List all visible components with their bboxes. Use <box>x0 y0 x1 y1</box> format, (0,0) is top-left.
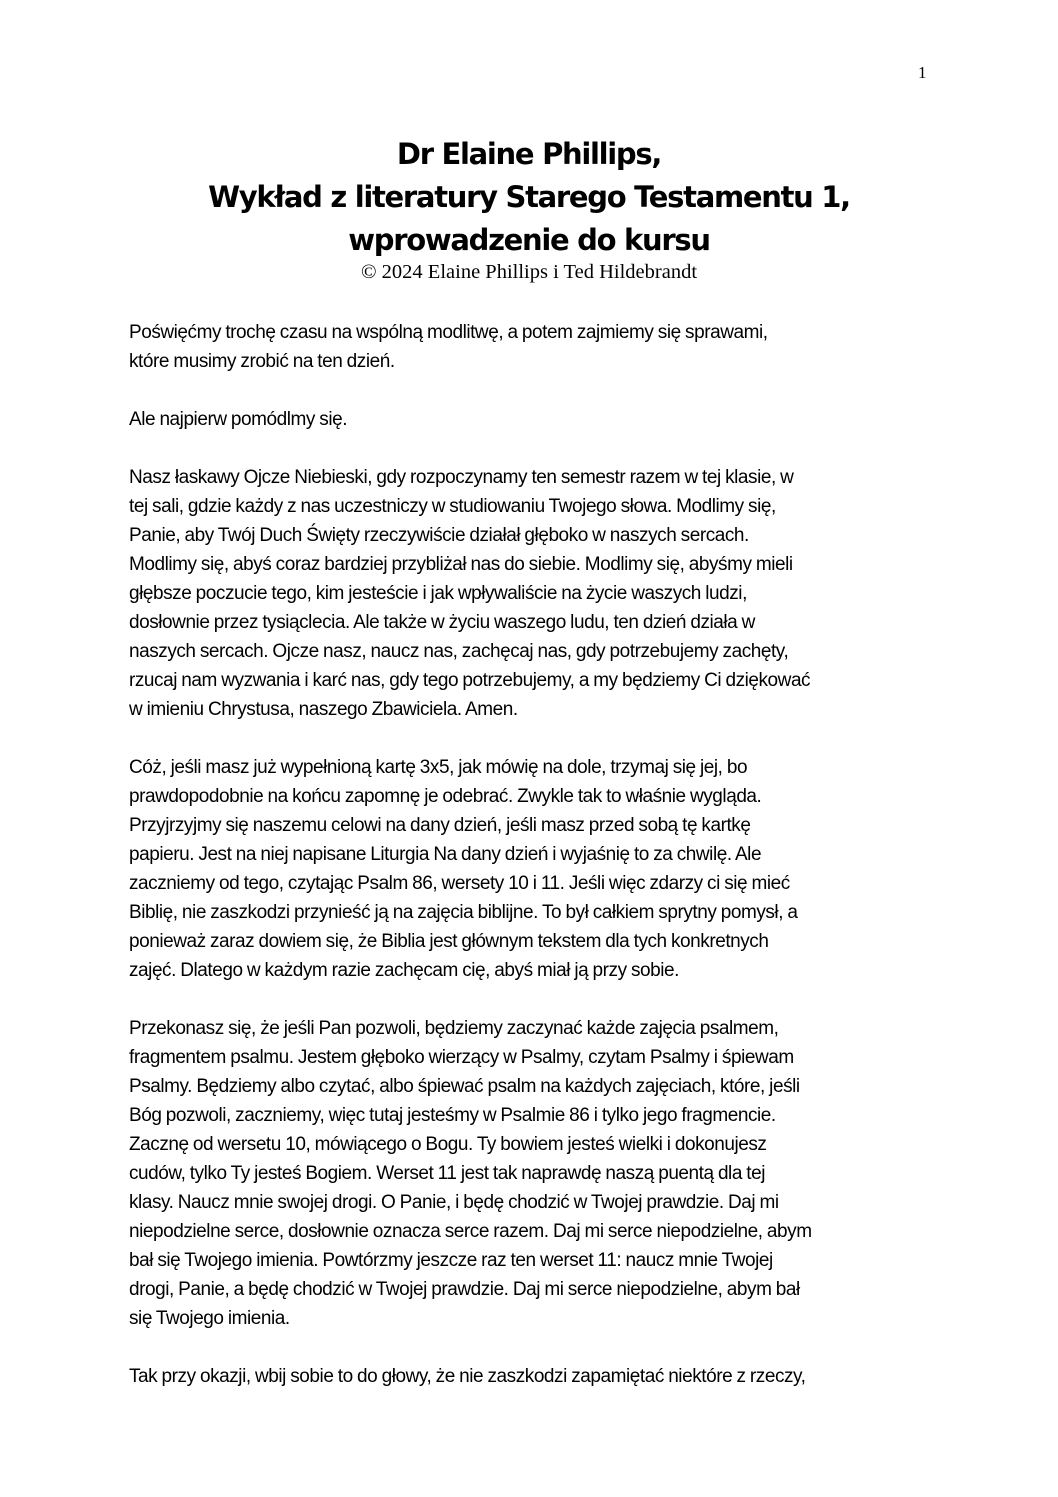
text-line: fragmentem psalmu. Jestem głęboko wierzący w Psalmy, czytam Psalmy i śpiewam <box>129 1047 794 1068</box>
text-line: drogi, Panie, a będę chodzić w Twojej prawdzie. Daj mi serce niepodzielne, abym bał <box>129 1279 800 1300</box>
text-line: Bóg pozwoli, zaczniemy, więc tutaj jesteśmy w Psalmie 86 i tylko jego fragmencie. <box>129 1105 776 1126</box>
title-author: Dr Elaine Phillips, <box>396 137 662 171</box>
text-line: Psalmy. Będziemy albo czytać, albo śpiewać psalm na każdych zajęciach, które, jeśli <box>129 1076 800 1097</box>
paragraph-index-card <box>129 753 949 985</box>
text-line: Zacznę od wersetu 10, mówiącego o Bogu. Ty bowiem jesteś wielki i dokonujesz <box>129 1134 767 1155</box>
text-line: prawdopodobnie na końcu zapomnę je odebrać. Zwykle tak to właśnie wygląda. <box>129 786 762 807</box>
text-line: Biblię, nie zaszkodzi przynieść ją na zajęcia biblijne. To był całkiem sprytny pomysł, a <box>129 902 798 923</box>
text-line: Przekonasz się, że jeśli Pan pozwoli, będziemy zaczynać każde zajęcia psalmem, <box>129 1018 779 1039</box>
text-line: dosłownie przez tysiąclecia. Ale także w życiu waszego ludu, ten dzień działa w <box>129 612 755 633</box>
title-lecture: Wykład z literatury Starego Testamentu 1, <box>208 180 850 214</box>
text-line: Panie, aby Twój Duch Święty rzeczywiście działał głęboko w naszych sercach. <box>129 525 749 546</box>
document-body <box>129 318 949 1420</box>
paragraph-by-the-way <box>129 1362 949 1391</box>
text-line: Tak przy okazji, wbij sobie to do głowy, że nie zaszkodzi zapamiętać niektóre z rzeczy, <box>129 1366 806 1387</box>
paragraph-prayer <box>129 463 949 724</box>
text-line: cudów, tylko Ty jesteś Bogiem. Werset 11 jest tak naprawdę naszą puentą dla tej <box>129 1163 765 1184</box>
text-line: Modlimy się, abyś coraz bardziej przybliżał nas do siebie. Modlimy się, abyśmy mieli <box>129 554 793 575</box>
text-line: Przyjrzyjmy się naszemu celowi na dany dzień, jeśli masz przed sobą tę kartkę <box>129 815 751 836</box>
title-subtitle: wprowadzenie do kursu <box>348 223 710 257</box>
text-line: tej sali, gdzie każdy z nas uczestniczy w studiowaniu Twojego słowa. Modlimy się, <box>129 496 776 517</box>
text-line: Cóż, jeśli masz już wypełnioną kartę 3x5, jak mówię na dole, trzymaj się jej, bo <box>129 757 748 778</box>
text-line: papieru. Jest na niej napisane Liturgia Na dany dzień i wyjaśnię to za chwilę. Ale <box>129 844 762 865</box>
text-line: ponieważ zaraz dowiem się, że Biblia jest głównym tekstem dla tych konkretnych <box>129 931 769 952</box>
text-line: Poświęćmy trochę czasu na wspólną modlitwę, a potem zajmiemy się sprawami, <box>129 322 768 343</box>
text-line: klasy. Naucz mnie swojej drogi. O Panie, i będę chodzić w Twojej prawdzie. Daj mi <box>129 1192 779 1213</box>
text-line: głębsze poczucie tego, kim jesteście i jak wpływaliście na życie waszych ludzi, <box>129 583 747 604</box>
text-line: zajęć. Dlatego w każdym razie zachęcam cię, abyś miał ją przy sobie. <box>129 960 679 981</box>
page-number: 1 <box>918 63 927 82</box>
text-line: Ale najpierw pomódlmy się. <box>129 409 348 430</box>
document-header <box>0 133 1058 284</box>
copyright-notice: © 2024 Elaine Phillips i Ted Hildebrandt <box>360 261 698 283</box>
text-line: zaczniemy od tego, czytając Psalm 86, wersety 10 i 11. Jeśli więc zdarzy ci się mieć <box>129 873 790 894</box>
text-line: rzucaj nam wyzwania i karć nas, gdy tego potrzebujemy, a my będziemy Ci dziękować <box>129 670 811 691</box>
paragraph-intro <box>129 318 949 376</box>
text-line: bał się Twojego imienia. Powtórzmy jeszcze raz ten werset 11: naucz mnie Twojej <box>129 1250 773 1271</box>
text-line: w imieniu Chrystusa, naszego Zbawiciela. Amen. <box>129 699 518 720</box>
paragraph-psalms <box>129 1014 949 1333</box>
text-line: niepodzielne serce, dosłownie oznacza serce razem. Daj mi serce niepodzielne, abym <box>129 1221 812 1242</box>
text-line: naszych sercach. Ojcze nasz, naucz nas, zachęcaj nas, gdy potrzebujemy zachęty, <box>129 641 789 662</box>
text-line: Nasz łaskawy Ojcze Niebieski, gdy rozpoczynamy ten semestr razem w tej klasie, w <box>129 467 794 488</box>
text-line: które musimy zrobić na ten dzień. <box>129 351 395 372</box>
paragraph-lets-pray <box>129 405 949 434</box>
text-line: się Twojego imienia. <box>129 1308 290 1329</box>
